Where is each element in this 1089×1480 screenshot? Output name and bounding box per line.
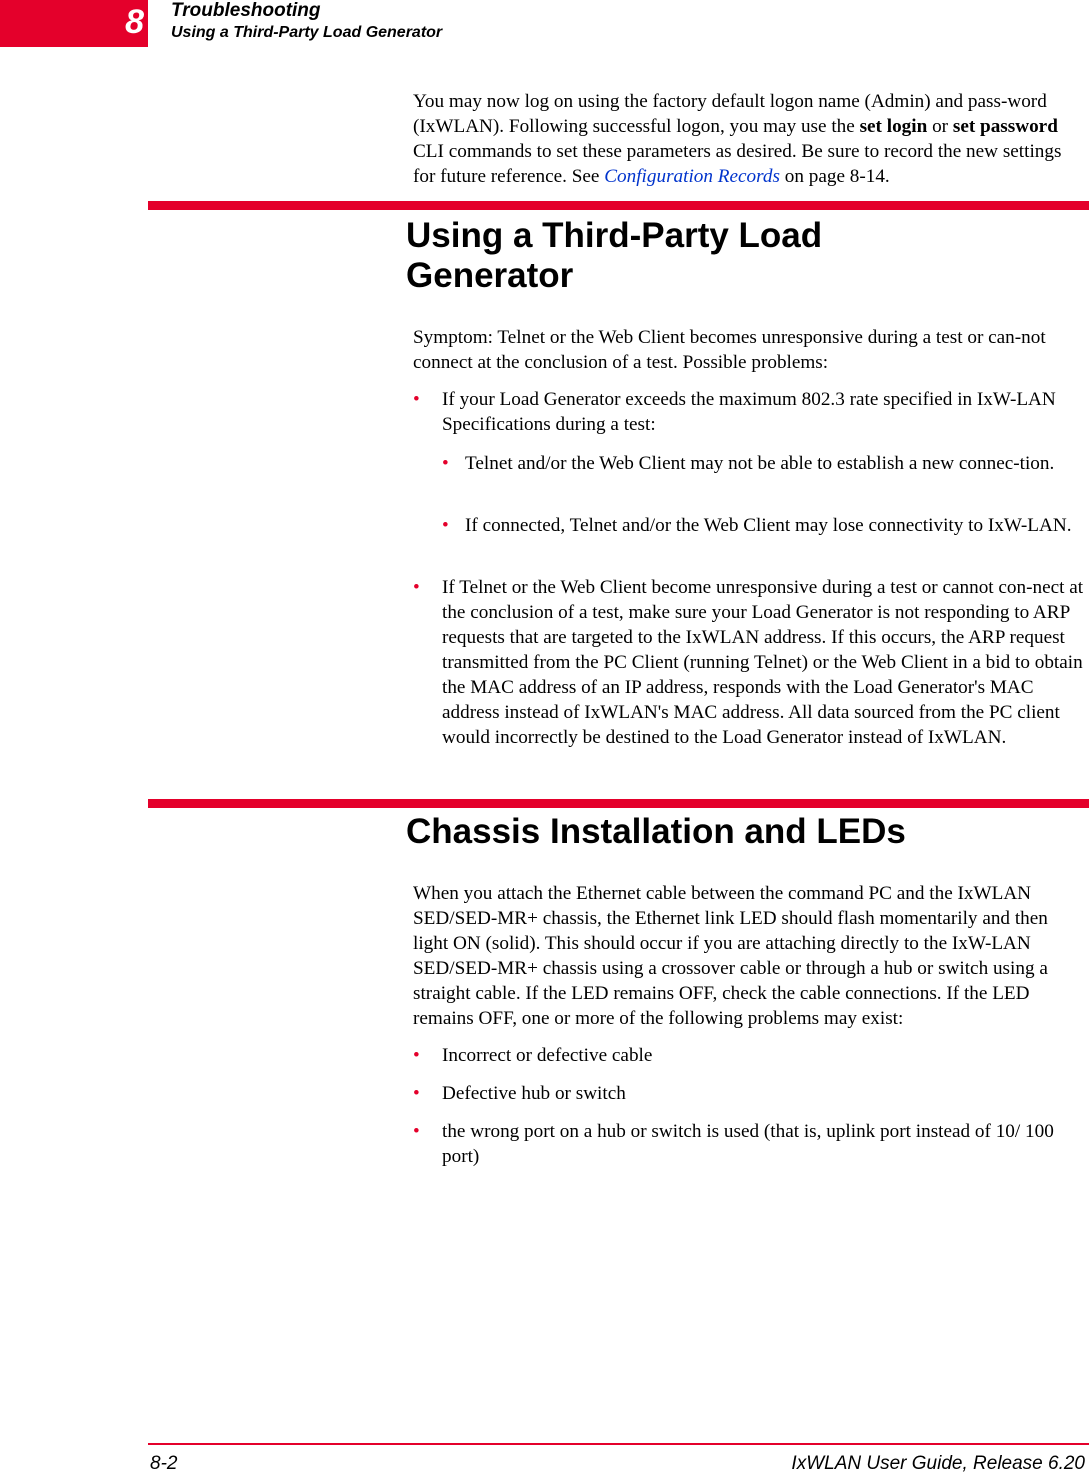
cmd-set-login: set login (859, 116, 928, 137)
running-section-title: Using a Third-Party Load Generator (171, 24, 443, 41)
bullet-icon: • (442, 515, 449, 536)
chapter-number-box (0, 0, 148, 47)
cmd-set-password: set password (952, 116, 1058, 137)
list-item (413, 1081, 1085, 1106)
intro-paragraph (413, 89, 1085, 189)
section-rule (148, 201, 1089, 210)
chapter-number: 8 (125, 3, 144, 41)
xref-configuration-records[interactable]: Configuration Records (604, 166, 780, 187)
list-item (442, 451, 1085, 476)
list-item-text: Incorrect or defective cable (442, 1045, 653, 1066)
intro-text-1: You may now log on using the factory default logon name (Admin) and pass-word (IxWLAN). Following successful logon, you may use the (413, 91, 1047, 137)
list-item-text: Defective hub or switch (442, 1083, 626, 1104)
document-title: IxWLAN User Guide, Release 6.20 (791, 1453, 1085, 1474)
bullet-icon: • (413, 577, 420, 598)
list-item (442, 513, 1085, 538)
bullet-icon: • (413, 1121, 420, 1142)
list-item-text: If connected, Telnet and/or the Web Client may lose connectivity to IxW-LAN. (465, 515, 1072, 536)
heading-chassis-installation: Chassis Installation and LEDs (406, 812, 906, 851)
bullet-icon: • (413, 1045, 420, 1066)
chassis-paragraph: When you attach the Ethernet cable between the command PC and the IxWLAN SED/SED-MR+ chassis, the Ethernet link LED should flash momentarily and then light ON (solid). This should occur if you are attaching directly to the IxW-LAN SED/SED-MR+ chassis using a crossover cable or through a hub or switch using a straight cable. If the LED remains OFF, check the cable connections. If the LED remains OFF, one or more of the following problems may exist: (413, 883, 1048, 1029)
list-item-text: Telnet and/or the Web Client may not be able to establish a new connec-tion. (465, 453, 1055, 474)
heading-third-party-load-generator (406, 216, 822, 296)
bullet-icon: • (413, 389, 420, 410)
heading-line-2: Generator (406, 256, 574, 295)
intro-text-3: CLI commands to set these parameters as desired. Be sure to record the new settings for future reference. See (413, 141, 1062, 187)
bullet-icon: • (442, 453, 449, 474)
list-item-text: If Telnet or the Web Client become unresponsive during a test or cannot con-nect at the conclusion of a test, make sure your Load Generator is not responding to ARP requests that are targeted to the IxWLAN address. If this occurs, the ARP request transmitted from the PC Client (running Telnet) or the Web Client in a bid to obtain the MAC address of an IP address, responds with the Load Generator's MAC address instead of IxWLAN's MAC address. All data sourced from the PC client would incorrectly be destined to the Load Generator instead of IxWLAN. (442, 577, 1084, 748)
page-number: 8-2 (150, 1453, 178, 1474)
heading-line-1: Using a Third-Party Load (406, 216, 823, 255)
bullet-icon: • (413, 1083, 420, 1104)
list-item (413, 1043, 1085, 1068)
intro-text-2: or (927, 116, 953, 137)
list-item-text: If your Load Generator exceeds the maximum 802.3 rate specified in IxW-LAN Specifications during a test: (442, 389, 1056, 435)
intro-text-4: on page 8-14. (779, 166, 890, 187)
list-item (413, 387, 1085, 437)
chapter-title: Troubleshooting (171, 0, 321, 21)
list-item-text: the wrong port on a hub or switch is used (that is, uplink port instead of 10/ 100 port) (442, 1121, 1054, 1167)
section-rule (148, 799, 1089, 808)
symptom-paragraph: Symptom: Telnet or the Web Client becomes unresponsive during a test or can-not connect at the conclusion of a test. Possible problems: (413, 327, 1046, 373)
list-item (413, 575, 1085, 750)
list-item (413, 1119, 1085, 1169)
footer-rule (148, 1443, 1089, 1445)
